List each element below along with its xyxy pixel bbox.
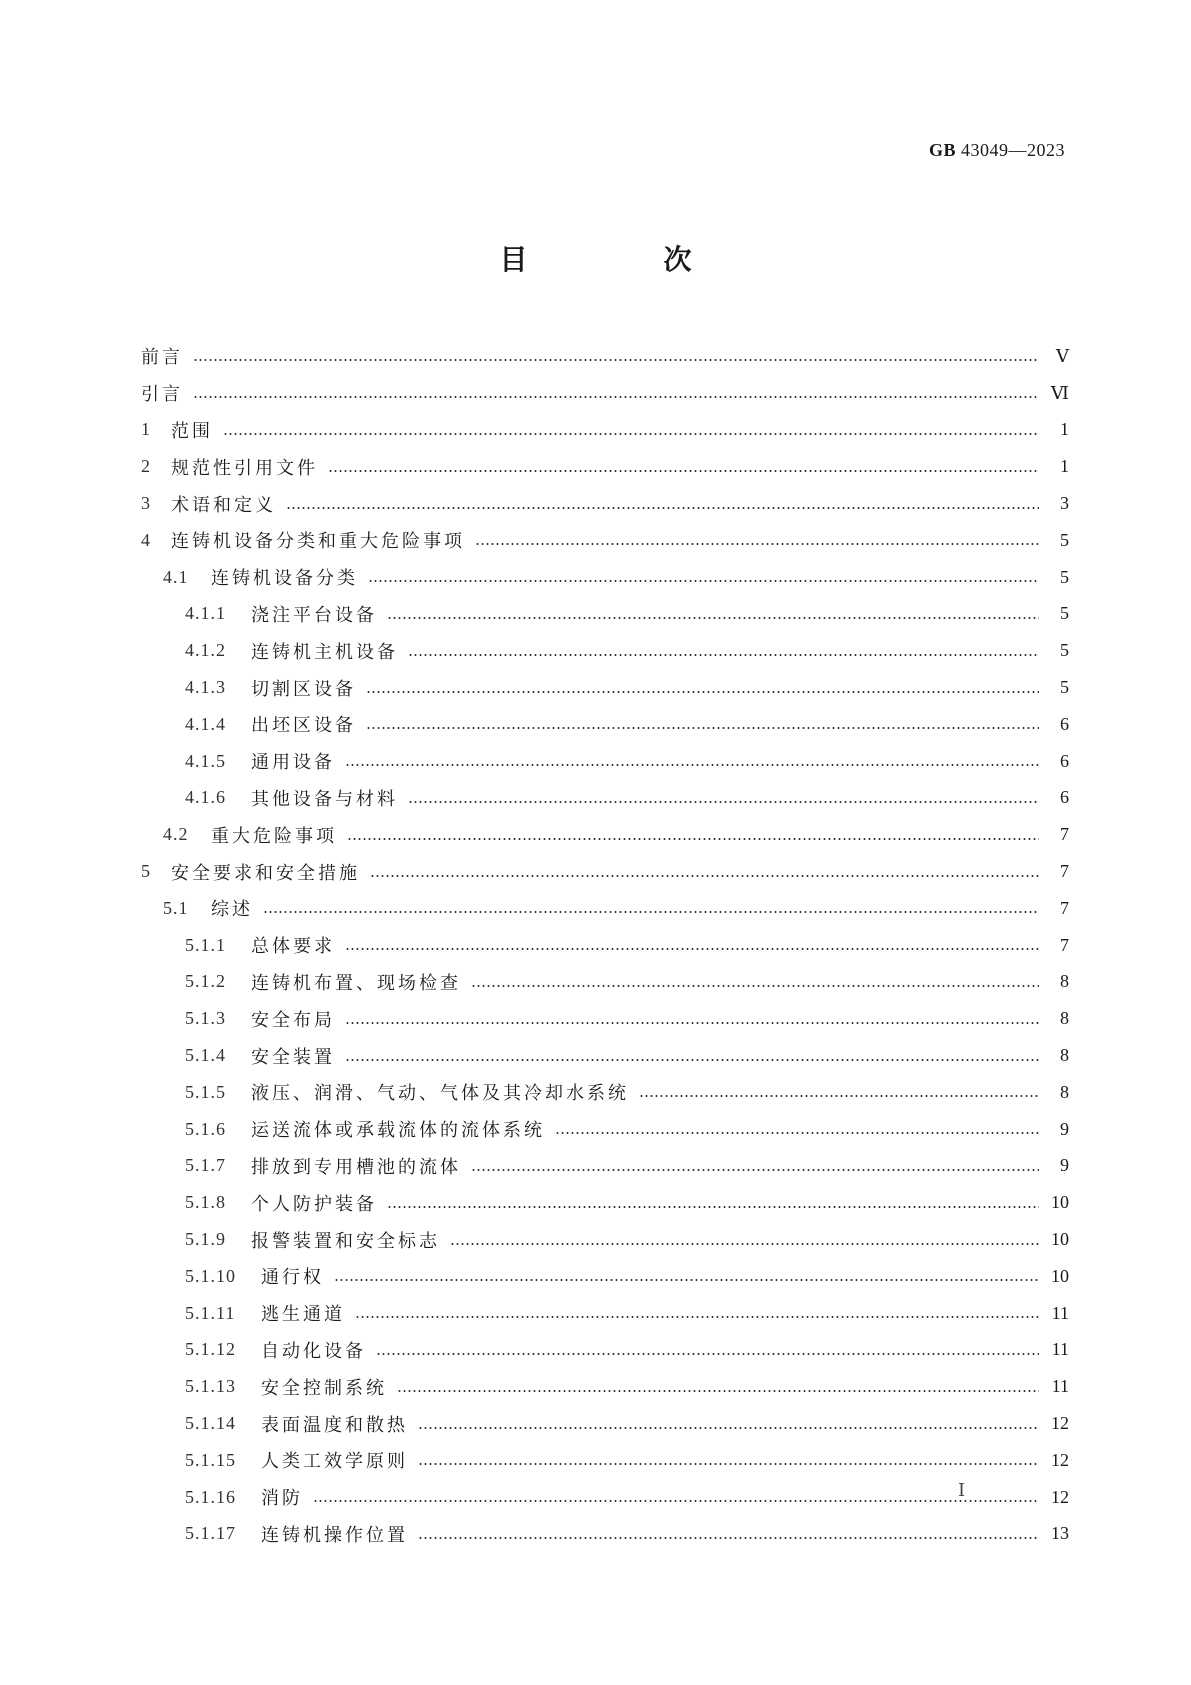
table-of-contents — [141, 338, 1069, 1552]
toc-entry-page: 11 — [1051, 1376, 1069, 1397]
toc-entry-label: 范围 — [171, 420, 213, 442]
dot-leader — [334, 1279, 1039, 1281]
toc-entry[interactable] — [141, 338, 1069, 375]
dot-leader — [368, 580, 1039, 582]
toc-entry-page: Ⅵ — [1050, 382, 1069, 403]
toc-entry[interactable] — [141, 669, 1069, 706]
toc-entry-number: 5.1.16 — [185, 1486, 236, 1507]
toc-entry-page: 5 — [1060, 566, 1069, 587]
toc-entry-label: 重大危险事项 — [211, 825, 337, 847]
dot-leader — [263, 911, 1039, 913]
toc-entry-page: 10 — [1051, 1192, 1069, 1213]
toc-entry-number: 4.1.3 — [185, 677, 226, 698]
dot-leader — [387, 1206, 1039, 1208]
toc-entry-page: 11 — [1051, 1339, 1069, 1360]
toc-entry-page: 3 — [1060, 493, 1069, 514]
toc-entry[interactable] — [141, 816, 1069, 853]
toc-entry-number: 5.1.2 — [185, 971, 226, 992]
toc-entry[interactable] — [141, 1037, 1069, 1074]
dot-leader — [639, 1095, 1039, 1097]
toc-entry-page: 8 — [1060, 1081, 1069, 1102]
toc-entry-number: 5.1.8 — [185, 1192, 226, 1213]
dot-leader — [418, 1463, 1039, 1465]
page-folio: Ⅰ — [958, 1480, 966, 1500]
dot-leader — [370, 875, 1039, 877]
toc-entry-label: 个人防护装备 — [251, 1193, 377, 1215]
toc-entry-number: 5.1.4 — [185, 1045, 226, 1066]
toc-entry-label: 浇注平台设备 — [251, 604, 377, 626]
toc-entry-number: 4.1.5 — [185, 750, 226, 771]
dot-leader — [376, 1353, 1039, 1355]
toc-entry-label: 通行权 — [261, 1267, 324, 1289]
toc-entry-label: 前言 — [141, 347, 183, 369]
toc-entry-page: 12 — [1051, 1486, 1069, 1507]
toc-entry-label: 连铸机设备分类 — [211, 568, 358, 590]
toc-entry-label: 安全布局 — [251, 1009, 335, 1031]
toc-entry-page: 9 — [1060, 1155, 1069, 1176]
toc-entry[interactable] — [141, 780, 1069, 817]
toc-entry-label: 综述 — [211, 899, 253, 921]
toc-entry-page: 8 — [1060, 1045, 1069, 1066]
dot-leader — [418, 1427, 1039, 1429]
toc-entry-label: 自动化设备 — [261, 1340, 366, 1362]
toc-entry-label: 切割区设备 — [251, 678, 356, 700]
toc-entry-page: 1 — [1060, 456, 1069, 477]
toc-entry-number: 5.1.17 — [185, 1523, 236, 1544]
toc-entry-page: 5 — [1060, 640, 1069, 661]
toc-entry[interactable] — [141, 448, 1069, 485]
toc-entry[interactable] — [141, 1368, 1069, 1405]
toc-entry-label: 其他设备与材料 — [251, 788, 398, 810]
dot-leader — [345, 948, 1039, 950]
toc-entry-number: 2 — [141, 456, 151, 477]
toc-entry-label: 连铸机操作位置 — [261, 1524, 408, 1546]
dot-leader — [345, 1022, 1039, 1024]
toc-entry[interactable] — [141, 485, 1069, 522]
toc-entry-number: 5.1.14 — [185, 1413, 236, 1433]
dot-leader — [345, 764, 1039, 766]
toc-entry[interactable] — [141, 1479, 1069, 1516]
toc-entry-number: 4.2 — [163, 824, 189, 845]
toc-entry[interactable] — [141, 1332, 1069, 1369]
toc-entry[interactable] — [141, 743, 1069, 780]
toc-entry-label: 术语和定义 — [171, 494, 276, 516]
toc-entry[interactable] — [141, 375, 1069, 412]
dot-leader — [328, 470, 1039, 472]
toc-entry[interactable] — [141, 853, 1069, 890]
toc-entry-page: 12 — [1051, 1449, 1069, 1470]
toc-entry-label: 通用设备 — [251, 752, 335, 774]
dot-leader — [555, 1132, 1039, 1134]
toc-entry-label: 逃生通道 — [261, 1304, 345, 1326]
toc-entry-number: 5.1.12 — [185, 1339, 236, 1360]
toc-entry-number: 5 — [141, 861, 151, 882]
toc-entry-number: 4.1.2 — [185, 640, 226, 661]
standard-prefix: GB — [928, 140, 956, 160]
toc-entry-number: 4.1.1 — [185, 603, 226, 624]
dot-leader — [475, 543, 1039, 545]
toc-entry-label: 安全装置 — [251, 1046, 335, 1068]
toc-entry-label: 安全控制系统 — [261, 1377, 387, 1399]
toc-entry-label: 人类工效学原则 — [261, 1451, 408, 1473]
toc-entry[interactable] — [141, 964, 1069, 1001]
dot-leader — [408, 801, 1039, 803]
toc-entry-label: 出坯区设备 — [251, 715, 356, 737]
toc-entry[interactable] — [141, 1295, 1069, 1332]
toc-entry-page: 11 — [1051, 1302, 1069, 1323]
toc-entry-page: 10 — [1051, 1265, 1069, 1286]
toc-entry-label: 液压、润滑、气动、气体及其冷却水系统 — [251, 1083, 629, 1105]
toc-entry[interactable] — [141, 1111, 1069, 1148]
toc-entry-label: 连铸机主机设备 — [251, 641, 398, 663]
toc-entry-number: 3 — [141, 493, 151, 514]
toc-entry-number: 5.1.15 — [185, 1449, 236, 1470]
toc-entry-number: 5.1.11 — [185, 1302, 236, 1323]
standard-number — [929, 140, 1065, 161]
toc-entry-label: 规范性引用文件 — [171, 457, 318, 479]
toc-entry-number: 5.1.9 — [185, 1229, 226, 1250]
toc-entry[interactable] — [141, 1074, 1069, 1111]
toc-entry-label: 连铸机布置、现场检查 — [251, 972, 461, 994]
toc-entry-number: 4.1.6 — [185, 787, 226, 808]
dot-leader — [223, 433, 1039, 435]
dot-leader — [471, 985, 1039, 987]
standard-code: 43049—2023 — [961, 140, 1065, 160]
toc-entry-page: 5 — [1060, 603, 1069, 624]
toc-entry-label: 引言 — [141, 384, 183, 406]
dot-leader — [345, 1059, 1039, 1061]
toc-entry-page: 5 — [1060, 529, 1069, 550]
toc-entry-page: 5 — [1060, 677, 1069, 698]
toc-entry[interactable] — [141, 1221, 1069, 1258]
toc-entry-label: 总体要求 — [251, 936, 335, 958]
toc-entry-page: 8 — [1060, 1008, 1069, 1029]
toc-entry-page: 12 — [1051, 1413, 1069, 1433]
dot-leader — [355, 1316, 1039, 1318]
toc-entry-page: 7 — [1060, 824, 1069, 845]
toc-entry[interactable] — [141, 1000, 1069, 1037]
toc-entry-label: 安全要求和安全措施 — [171, 862, 360, 884]
dot-leader — [418, 1537, 1039, 1539]
toc-entry[interactable] — [141, 706, 1069, 743]
toc-entry[interactable] — [141, 890, 1069, 927]
toc-entry[interactable] — [141, 1258, 1069, 1295]
dot-leader — [193, 396, 1039, 398]
toc-entry-page: 6 — [1060, 750, 1069, 771]
toc-entry-page: 6 — [1060, 713, 1069, 734]
toc-entry-number: 4 — [141, 529, 151, 550]
dot-leader — [387, 617, 1039, 619]
toc-entry[interactable] — [141, 1405, 1069, 1442]
toc-entry-number: 5.1.1 — [185, 934, 226, 955]
toc-entry[interactable] — [141, 596, 1069, 633]
toc-entry-label: 排放到专用槽池的流体 — [251, 1156, 461, 1178]
toc-entry[interactable] — [141, 522, 1069, 559]
toc-entry[interactable] — [141, 412, 1069, 449]
toc-entry-label: 表面温度和散热 — [261, 1414, 408, 1436]
toc-entry[interactable] — [141, 1442, 1069, 1479]
toc-entry-page: 9 — [1060, 1118, 1069, 1139]
toc-entry-page: 1 — [1060, 419, 1069, 440]
toc-entry-number: 5.1.6 — [185, 1118, 226, 1139]
toc-entry-page: 10 — [1051, 1229, 1069, 1250]
toc-entry-number: 5.1.10 — [185, 1265, 236, 1286]
toc-entry-number: 5.1 — [163, 897, 189, 918]
toc-entry[interactable] — [141, 1148, 1069, 1185]
toc-entry-number: 5.1.5 — [185, 1081, 226, 1102]
toc-entry-page: 13 — [1051, 1523, 1069, 1544]
toc-entry-page: 6 — [1060, 787, 1069, 808]
toc-entry-label: 运送流体或承载流体的流体系统 — [251, 1120, 545, 1142]
dot-leader — [347, 838, 1039, 840]
dot-leader — [366, 727, 1039, 729]
toc-entry[interactable] — [141, 1516, 1069, 1553]
toc-entry-number: 1 — [141, 419, 151, 440]
toc-entry-page: 7 — [1060, 897, 1069, 918]
toc-entry-label: 报警装置和安全标志 — [251, 1230, 440, 1252]
page-title: 目 次 — [499, 243, 746, 276]
toc-entry-number: 4.1.4 — [185, 713, 226, 734]
toc-entry[interactable] — [141, 632, 1069, 669]
toc-entry-number: 5.1.7 — [185, 1155, 226, 1176]
toc-entry-page: Ⅴ — [1056, 345, 1069, 366]
toc-entry[interactable] — [141, 1184, 1069, 1221]
dot-leader — [450, 1243, 1039, 1245]
toc-entry[interactable] — [141, 559, 1069, 596]
dot-leader — [397, 1390, 1039, 1392]
toc-entry-page: 7 — [1060, 934, 1069, 955]
dot-leader — [313, 1500, 1039, 1502]
toc-entry-label: 连铸机设备分类和重大危险事项 — [171, 531, 465, 553]
dot-leader — [286, 507, 1039, 509]
toc-entry[interactable] — [141, 927, 1069, 964]
dot-leader — [193, 359, 1039, 361]
dot-leader — [408, 654, 1039, 656]
toc-entry-number: 5.1.3 — [185, 1008, 226, 1029]
toc-entry-page: 7 — [1060, 861, 1069, 882]
dot-leader — [366, 691, 1039, 693]
toc-entry-number: 5.1.13 — [185, 1376, 236, 1397]
dot-leader — [471, 1169, 1039, 1171]
toc-entry-page: 8 — [1060, 971, 1069, 992]
toc-entry-label: 消防 — [261, 1488, 303, 1510]
toc-entry-number: 4.1 — [163, 566, 189, 587]
